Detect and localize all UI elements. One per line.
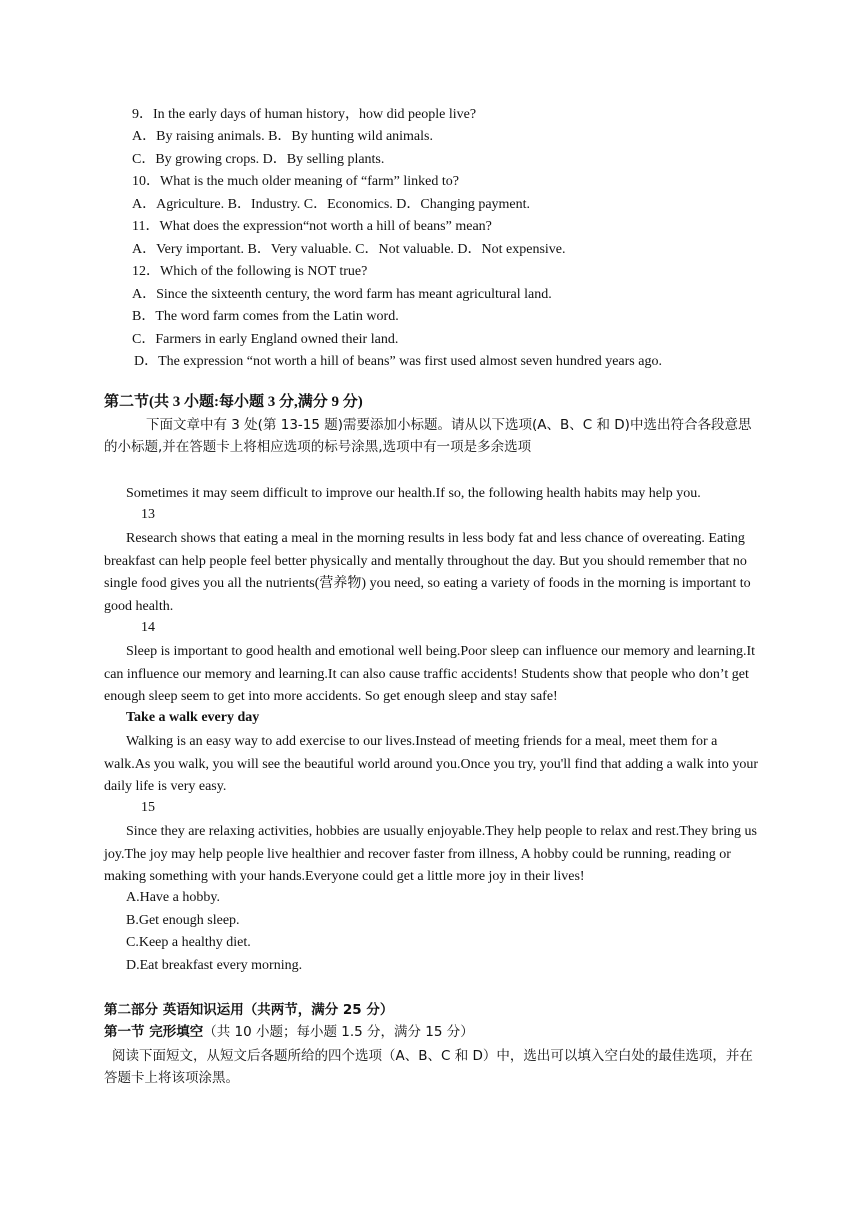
question-10-options: A．Agriculture. B．Industry. C．Economics. D．Changing payment. [132, 197, 531, 212]
passage-paragraph-4: Since they are relaxing activities, hobbies are usually enjoyable.They help people to relax and rest.They bring us joy.The joy may help people live healthier and recover faster from illness, A hobby could be running, reading or making something with your hands.Everyone could get a little more joy in their lives! [104, 824, 757, 884]
passage-paragraph-3: Walking is an easy way to add exercise to our lives.Instead of meeting friends for a meal, meet them for a walk.As you walk, you will see the beautiful world around you.Once you try, you'll find that adding a walk into your daily life is very easy. [104, 734, 759, 794]
question-12: 12．Which of the following is NOT true? [132, 264, 368, 279]
question-12-option-a: A．Since the sixteenth century, the word farm has meant agricultural land. [132, 287, 552, 302]
question-9: 9．In the early days of human history，how did people live? [132, 107, 477, 122]
part-2-heading: 第二部分 英语知识运用（共两节，满分 25 分） [104, 1002, 394, 1018]
question-12-option-b: B．The word farm comes from the Latin word. [132, 309, 399, 324]
option-c: C.Keep a healthy diet. [126, 935, 251, 950]
option-b: B.Get enough sleep. [126, 913, 240, 928]
blank-14: 14 [141, 620, 155, 635]
blank-15: 15 [141, 800, 155, 815]
question-9-options-ab: A．By raising animals. B．By hunting wild animals. [132, 129, 433, 144]
section-2-instruction: 下面文章中有 3 处(第 13-15 题)需要添加小标题。请从以下选项(A、B、C 和 D)中选出符合各段意思的小标题,并在答题卡上将相应选项的标号涂黑,选项中有一项是多余选项 [104, 417, 752, 455]
passage-paragraph-1: Research shows that eating a meal in the morning results in less body fat and less chance of overeating. Eating breakfast can help people feel better physically and mentally throughout the day. But you should remember that no single food gives you all the nutrients(营养物) you need, so eating a variety of foods in the morning is important to good health. [104, 531, 751, 614]
question-11-options: A．Very important. B．Very valuable. C．Not valuable. D．Not expensive. [132, 242, 566, 257]
cloze-heading: 第一节 完形填空 [104, 1024, 204, 1040]
part-2-subheading [104, 1023, 474, 1041]
blank-13: 13 [141, 507, 155, 522]
passage-paragraph-2: Sleep is important to good health and emotional well being.Poor sleep can influence our memory and learning.It can influence our memory and learning.It can also cause traffic accidents! Students show that people who don’t get enough sleep seem to get into more accidents. So get enough sleep and stay safe! [104, 644, 756, 704]
cloze-heading-detail: （共 10 小题；每小题 1.5 分，满分 15 分） [203, 1024, 474, 1040]
option-d: D.Eat breakfast every morning. [126, 958, 303, 973]
passage-subtitle: Take a walk every day [126, 710, 260, 725]
question-9-options-cd: C．By growing crops. D．By selling plants. [132, 152, 385, 167]
option-a: A.Have a hobby. [126, 890, 220, 905]
question-12-option-d: D．The expression “not worth a hill of beans” was first used almost seven hundred years ago. [134, 354, 662, 369]
question-10: 10．What is the much older meaning of “farm” linked to? [132, 174, 459, 189]
question-12-option-c: C．Farmers in early England owned their land. [132, 332, 399, 347]
question-11: 11．What does the expression“not worth a hill of beans” mean? [132, 219, 492, 234]
section-2-heading: 第二节(共 3 小题:每小题 3 分,满分 9 分) [104, 394, 363, 410]
passage-intro: Sometimes it may seem difficult to improve our health.If so, the following health habits may help you. [126, 486, 701, 501]
cloze-instruction: 阅读下面短文，从短文后各题所给的四个选项（A、B、C 和 D）中，选出可以填入空白处的最佳选项，并在答题卡上将该项涂黑。 [104, 1048, 753, 1086]
